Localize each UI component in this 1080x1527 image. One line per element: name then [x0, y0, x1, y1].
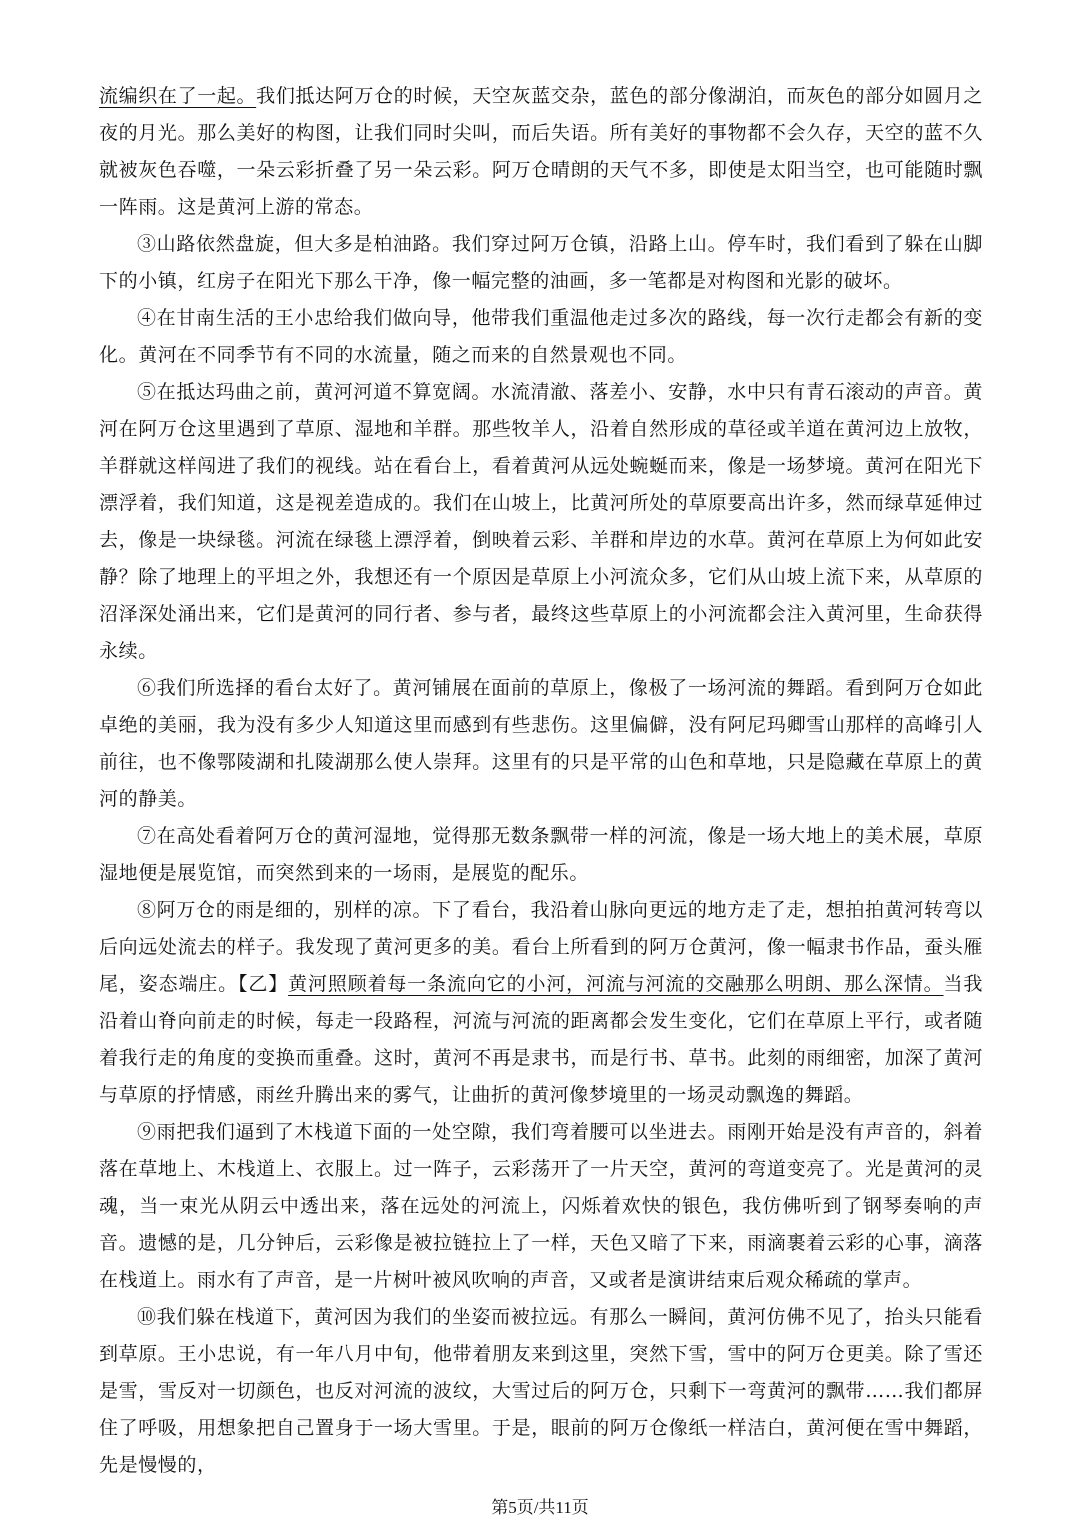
underlined-sentence-yi: 黄河照顾着每一条流向它的小河，河流与河流的交融那么明朗、那么深情。 [288, 973, 944, 995]
underlined-sentence-a: 流编织在了一起。 [99, 85, 257, 107]
paragraph-4: ④在甘南生活的王小忠给我们做向导，他带我们重温他走过多次的路线，每一次行走都会有新的变化。黄河在不同季节有不同的水流量，随之而来的自然景观也不同。 [99, 307, 983, 366]
paragraph-10: ⑩我们躲在栈道下，黄河因为我们的坐姿而被拉远。有那么一瞬间，黄河仿佛不见了，抬头只能看到草原。王小忠说，有一年八月中旬，他带着朋友来到这里，突然下雪，雪中的阿万仓更美。除了雪还是雪，雪反对一切颜色，也反对河流的波纹，大雪过后的阿万仓，只剩下一弯黄河的飘带……我们都屏住了呼吸，用想象把自己置身于一场大雪里。于是，眼前的阿万仓像纸一样洁白，黄河便在雪中舞蹈，先是慢慢的， [99, 1306, 983, 1476]
paragraph-7: ⑦在高处看着阿万仓的黄河湿地，觉得那无数条飘带一样的河流，像是一场大地上的美术展，草原湿地便是展览馆，而突然到来的一场雨，是展览的配乐。 [99, 825, 983, 884]
paragraph-9: ⑨雨把我们逼到了木栈道下面的一处空隙，我们弯着腰可以坐进去。雨刚开始是没有声音的，斜着落在草地上、木栈道上、衣服上。过一阵子，云彩荡开了一片天空，黄河的弯道变亮了。光是黄河的灵魂，当一束光从阴云中透出来，落在远处的河流上，闪烁着欢快的银色，我仿佛听到了钢琴奏响的声音。遗憾的是，几分钟后，云彩像是被拉链拉上了一样，天色又暗了下来，雨滴裹着云彩的心事，滴落在栈道上。雨水有了声音，是一片树叶被风吹响的声音，又或者是演讲结束后观众稀疏的掌声。 [99, 1121, 983, 1291]
paragraph-text: 我们抵达阿万仓的时候，天空灰蓝交杂，蓝色的部分像湖泊，而灰色的部分如圆月之夜的月光。那么美好的构图，让我们同时尖叫，而后失语。所有美好的事物都不会久存，天空的蓝不久就被灰色吞噬，一朵云彩折叠了另一朵云彩。阿万仓晴朗的天气不多，即使是太阳当空，也可能随时飘一阵雨。这是黄河上游的常态。 [99, 85, 983, 218]
paragraph-text: ⑧阿万仓的雨是细的，别样的凉。下了看台，我沿着山脉向更远的地方走了走，想拍拍黄河转弯以后向远处流去的样子。我发现了黄河更多的美。看台上所看到的阿万仓黄河，像一幅隶书作品，蚕头雁尾，姿态端庄。 [99, 899, 983, 995]
paragraph-5: ⑤在抵达玛曲之前，黄河河道不算宽阔。水流清澈、落差小、安静，水中只有青石滚动的声音。黄河在阿万仓这里遇到了草原、湿地和羊群。那些牧羊人，沿着自然形成的草径或羊道在黄河边上放牧，羊群就这样闯进了我们的视线。站在看台上，看着黄河从远处蜿蜒而来，像是一场梦境。黄河在阳光下漂浮着，我们知道，这是视差造成的。我们在山坡上，比黄河所处的草原要高出许多，然而绿草延伸过去，像是一块绿毯。河流在绿毯上漂浮着，倒映着云彩、羊群和岸边的水草。黄河在草原上为何如此安静？除了地理上的平坦之外，我想还有一个原因是草原上小河流众多，它们从山坡上流下来，从草原的沼泽深处涌出来，它们是黄河的同行者、参与者，最终这些草原上的小河流都会注入黄河里，生命获得永续。 [99, 381, 983, 662]
paragraph-8 [99, 892, 983, 1114]
paragraph-continued [99, 78, 983, 226]
article-body [99, 78, 983, 1484]
paragraph-3: ③山路依然盘旋，但大多是柏油路。我们穿过阿万仓镇，沿路上山。停车时，我们看到了躲在山脚下的小镇，红房子在阳光下那么干净，像一幅完整的油画，多一笔都是对构图和光影的破坏。 [99, 233, 983, 292]
page-footer: 第5页/共11页 [491, 1498, 589, 1517]
marker-yi: 【乙】 [238, 973, 289, 995]
paragraph-6: ⑥我们所选择的看台太好了。黄河铺展在面前的草原上，像极了一场河流的舞蹈。看到阿万仓如此卓绝的美丽，我为没有多少人知道这里而感到有些悲伤。这里偏僻，没有阿尼玛卿雪山那样的高峰引人前往，也不像鄂陵湖和扎陵湖那么使人崇拜。这里有的只是平常的山色和草地，只是隐藏在草原上的黄河的静美。 [99, 677, 983, 810]
paragraph-text-after: 当我沿着山脊向前走的时候，每走一段路程，河流与河流的距离都会发生变化，它们在草原上平行，或者随着我行走的角度的变换而重叠。这时，黄河不再是隶书，而是行书、草书。此刻的雨细密，加深了黄河与草原的抒情感，雨丝升腾出来的雾气，让曲折的黄河像梦境里的一场灵动飘逸的舞蹈。 [99, 973, 983, 1106]
